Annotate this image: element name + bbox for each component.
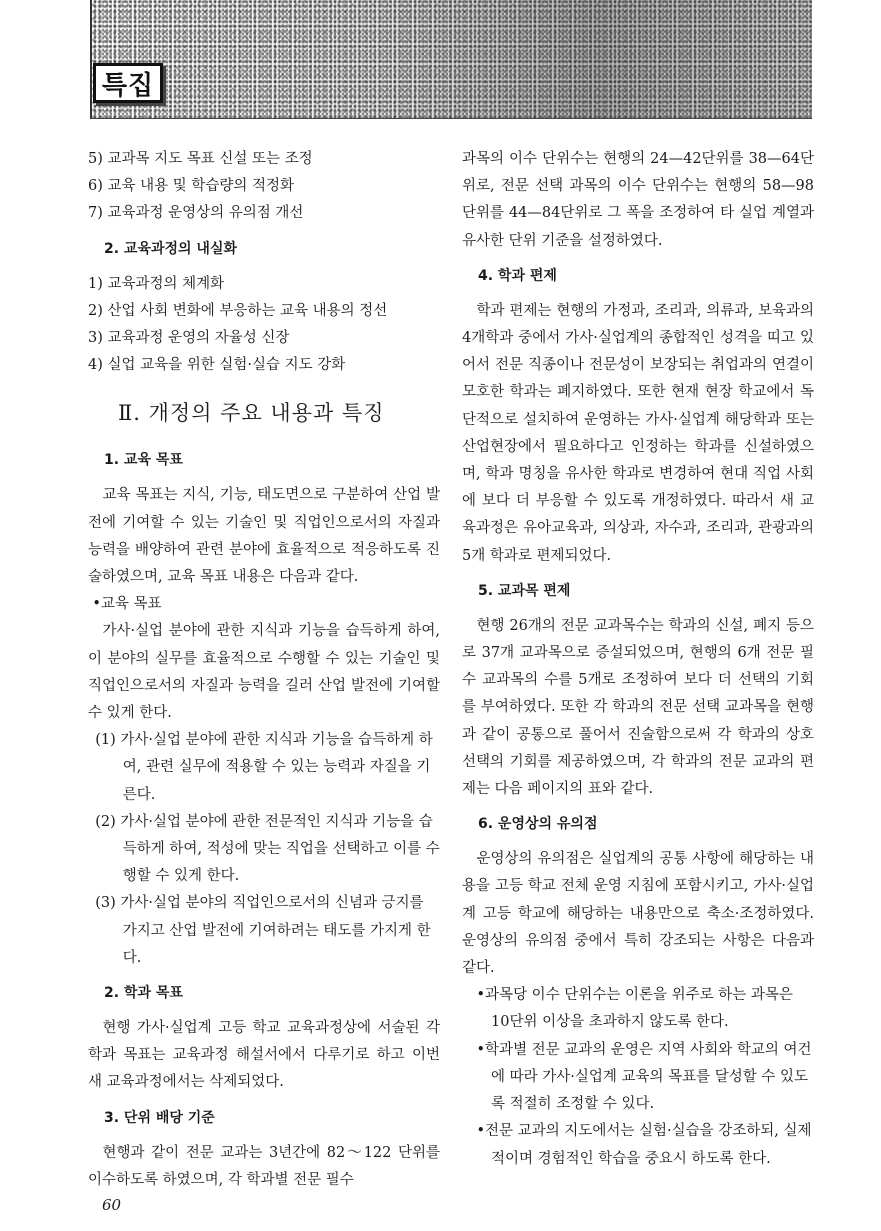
list-item: 2) 산업 사회 변화에 부응하는 교육 내용의 정선 xyxy=(88,302,388,319)
header-band xyxy=(90,0,812,119)
bullet-item: •전문 교과의 지도에서는 실험·실습을 강조하되, 실제적이며 경험적인 학습을 중요시 하도록 한다. xyxy=(476,1123,812,1167)
section-logo: 특집 xyxy=(93,63,163,103)
bullet-item: •과목당 이수 단위수는 이론을 위주로 하는 과목은 10단위 이상을 초과하지 않도록 한다. xyxy=(476,987,793,1031)
section-heading: 4. 학과 편제 xyxy=(478,267,557,284)
section-heading: 3. 단위 배당 기준 xyxy=(104,1109,215,1126)
list-item: 6) 교육 내용 및 학습량의 적정화 xyxy=(88,178,295,195)
paragraph: 과목의 이수 단위수는 현행의 24—42단위를 38—64단위로, 전문 선택 과목의 이수 단위수는 현행의 58—98단위를 44—84단위로 그 폭을 조정하여 타 실업 계열과 유사한 단위 기준을 설정하였다. xyxy=(462,151,814,249)
list-item: 5) 교과목 지도 목표 신설 또는 조정 xyxy=(88,151,313,167)
list-item: 7) 교육과정 운영상의 유의점 개선 xyxy=(88,205,304,222)
list-item: 4) 실업 교육을 위한 실험·실습 지도 강화 xyxy=(88,357,346,374)
section-heading: 6. 운영상의 유의점 xyxy=(478,816,598,833)
left-column xyxy=(88,146,440,1194)
section-heading: 2. 교육과정의 내실화 xyxy=(104,240,237,257)
right-column xyxy=(462,146,814,1173)
goal-item: (2) 가사·실업 분야에 관한 전문적인 지식과 기능을 습득하게 하여, 적성에 맞는 직업을 선택하고 이를 수행할 수 있게 한다. xyxy=(95,813,440,885)
paragraph: 현행과 같이 전문 교과는 3년간에 82～122 단위를 이수하도록 하였으며, 각 학과별 전문 필수 xyxy=(88,1144,440,1188)
paragraph: 학과 편제는 현행의 가정과, 조리과, 의류과, 보육과의 4개학과 중에서 가사·실업계의 종합적인 성격을 띠고 있어서 전문 직종이나 전문성이 보장되는 취업과의 연결이 모호한 학과는 폐지하였다. 또한 현재 현장 학교에서 독단적으로 설치하여 운영하는 가사·실업계 해당학과 또는 산업현장에서 필요하다고 인정하는 학과를 신설하였으며, 학과 명칭을 유사한 학과로 변경하여 현대 직업 사회에 보다 더 부응할 수 있도록 개정하였다. 따라서 새 교육과정은 유아교육과, 의상과, 자수과, 조리과, 관광과의 5개 학과로 편제되었다. xyxy=(462,302,814,564)
goal-item: (1) 가사·실업 분야에 관한 지식과 기능을 습득하게 하여, 관련 실무에 적용할 수 있는 능력과 자질을 기른다. xyxy=(95,732,433,803)
chapter-title: Ⅱ. 개정의 주요 내용과 특징 xyxy=(118,401,385,426)
section-heading: 2. 학과 목표 xyxy=(104,985,183,1002)
paragraph: 가사·실업 분야에 관한 지식과 기능을 습득하게 하여, 이 분야의 실무를 효율적으로 수행할 수 있는 기술인 및 직업인으로서의 자질과 능력을 길러 산업 발전에 기여할 수 있게 한다. xyxy=(88,623,440,722)
goal-item: (3) 가사·실업 분야의 직업인으로서의 신념과 긍지를 가지고 산업 발전에 기여하려는 태도를 가지게 한다. xyxy=(95,895,431,966)
paragraph: 현행 26개의 전문 교과목수는 학과의 신설, 폐지 등으로 37개 교과목으로 증설되었으며, 현행의 6개 전문 필수 교과목의 수를 5개로 조정하여 보다 더 선택의 기회를 부여하였다. 또한 각 학과의 전문 선택 교과목을 현행과 같이 공통으로 풀어서 진술함으로써 각 학과의 상호 선택의 기회를 제공하였으며, 각 학과의 전문 교과의 편제는 다음 페이지의 표와 같다. xyxy=(462,617,814,798)
paragraph: 현행 가사·실업계 고등 학교 교육과정상에 서술된 각 학과 목표는 교육과정 해설서에서 다루기로 하고 이번 새 교육과정에서는 삭제되었다. xyxy=(88,1020,440,1091)
paragraph: 교육 목표는 지식, 기능, 태도면으로 구분하여 산업 발전에 기여할 수 있는 기술인 및 직업인으로서의 자질과 능력을 배양하여 관련 분야에 효율적으로 적응하도록 진술하였으며, 교육 목표 내용은 다음과 같다. xyxy=(88,487,440,586)
paragraph: 운영상의 유의점은 실업계의 공통 사항에 해당하는 내용을 고등 학교 전체 운영 지침에 포함시키고, 가사·실업계 고등 학교에 해당하는 내용만으로 축소·조정하였다. 운영상의 유의점 중에서 특히 강조되는 사항은 다음과 같다. xyxy=(462,851,814,977)
bullet-item: •학과별 전문 교과의 운영은 지역 사회와 학교의 여건에 따라 가사·실업계 교육의 목표를 달성할 수 있도록 적절히 조정할 수 있다. xyxy=(476,1041,812,1113)
section-heading: 1. 교육 목표 xyxy=(104,452,183,469)
section-heading: 5. 교과목 편제 xyxy=(478,582,571,599)
list-item: 1) 교육과정의 체계화 xyxy=(88,275,225,292)
page-number: 60 xyxy=(102,1196,122,1214)
bullet-item: •교육 목표 xyxy=(92,596,162,613)
list-item: 3) 교육과정 운영의 자율성 신장 xyxy=(88,330,290,347)
